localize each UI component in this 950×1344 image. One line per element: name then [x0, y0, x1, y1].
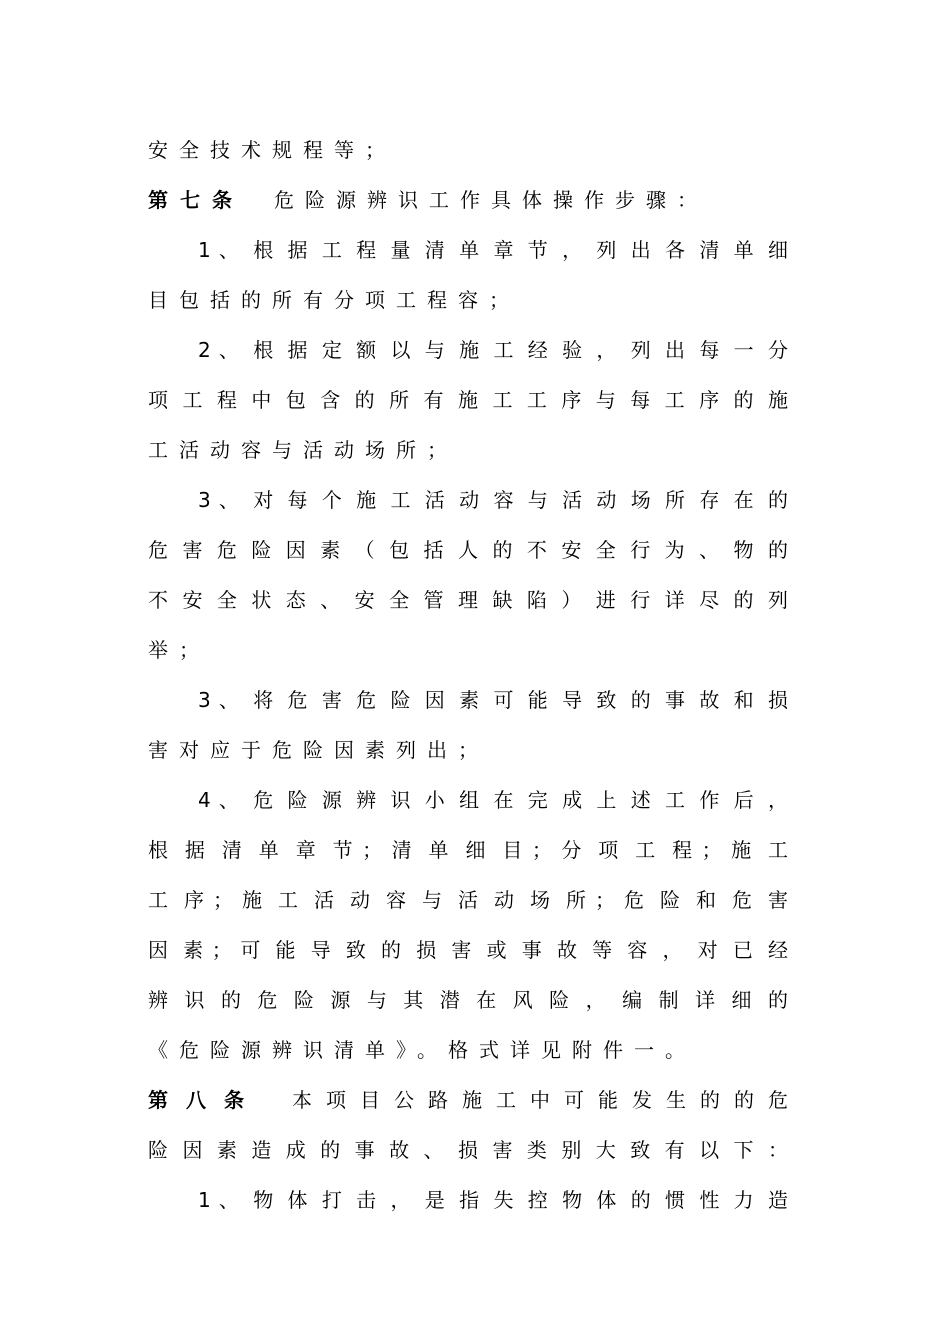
text-line: 工活动容与活动场所； — [148, 438, 458, 462]
text-line: 1 、 物 体 打 击 ， 是 指 失 控 物 体 的 惯 性 力 造 — [198, 1188, 788, 1212]
article-heading-line: 第七条 危险源辨识工作具体操作步骤： — [148, 188, 708, 212]
article-number: 第八条 — [148, 1088, 263, 1112]
text-line: 4 、 危 险 源 辨 识 小 组 在 完 成 上 述 工 作 后 ， — [198, 788, 788, 812]
text-line: 3 、 将 危 害 危 险 因 素 可 能 导 致 的 事 故 和 损 — [198, 688, 788, 712]
text-line: 险 因 素 造 成 的 事 故 、 损 害 类 别 大 致 有 以 下 ： — [148, 1138, 788, 1162]
article-heading-line: 第八条 本 项 目 公 路 施 工 中 可 能 发 生 的 的 危 — [148, 1088, 788, 1112]
text-line: 危 害 危 险 因 素 （ 包 括 人 的 不 安 全 行 为 、 物 的 — [148, 538, 788, 562]
text-line: 因 素 ； 可 能 导 致 的 损 害 或 事 故 等 容 ， 对 已 经 — [148, 938, 788, 962]
text-line: 害对应于危险因素列出； — [148, 738, 489, 762]
text-line: 安全技术规程等； — [148, 138, 396, 162]
text-line: 1 、 根 据 工 程 量 清 单 章 节 ， 列 出 各 清 单 细 — [198, 238, 788, 262]
text-line: 《危险源辨识清单》。格式详见附件一。 — [148, 1038, 696, 1062]
text-line: 举； — [148, 638, 210, 662]
article-number: 第七条 — [148, 188, 244, 212]
text-line: 辨 识 的 危 险 源 与 其 潜 在 风 险 ， 编 制 详 细 的 — [148, 988, 788, 1012]
text-line: 不 安 全 状 态 、 安 全 管 理 缺 陷 ） 进 行 详 尽 的 列 — [148, 588, 788, 612]
text-line: 2 、 根 据 定 额 以 与 施 工 经 验 ， 列 出 每 一 分 — [198, 338, 788, 362]
text-line: 工 序 ； 施 工 活 动 容 与 活 动 场 所 ； 危 险 和 危 害 — [148, 888, 788, 912]
text-line: 根 据 清 单 章 节 ； 清 单 细 目 ； 分 项 工 程 ； 施 工 — [148, 838, 788, 862]
text-line: 目包括的所有分项工程容； — [148, 288, 520, 312]
text-line: 项 工 程 中 包 含 的 所 有 施 工 工 序 与 每 工 序 的 施 — [148, 388, 788, 412]
text-line: 3 、 对 每 个 施 工 活 动 容 与 活 动 场 所 存 在 的 — [198, 488, 788, 512]
